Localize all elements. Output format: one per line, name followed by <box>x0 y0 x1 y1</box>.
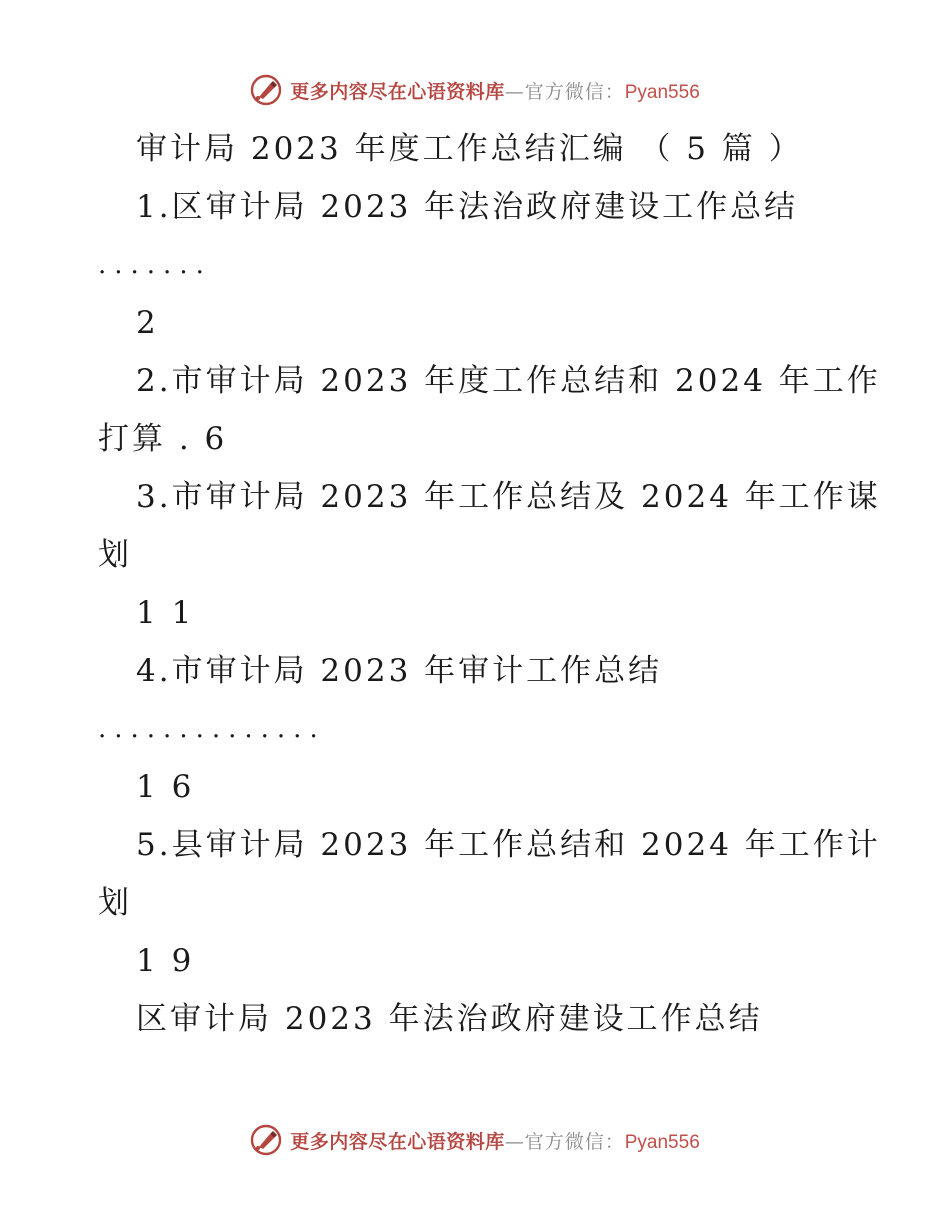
toc-entry-2-title: 2.市审计局 2023 年度工作总结和 2024 年工作 <box>136 363 881 399</box>
toc-entry-1-title: 1.区审计局 2023 年法治政府建设工作总结 <box>136 189 799 225</box>
banner-text <box>290 77 700 104</box>
banner-wechat-id: Pyan556 <box>624 1131 700 1153</box>
toc-entry-3-page: 1 1 <box>136 595 195 631</box>
toc-entry-4-title: 4.市审计局 2023 年审计工作总结 <box>136 653 663 689</box>
banner-separator-text: —官方微信： <box>504 80 625 103</box>
footer-banner <box>0 1120 950 1160</box>
toc-entry-5-continuation: 划 <box>98 885 132 921</box>
fountain-pen-logo-icon <box>250 1124 282 1156</box>
banner-text <box>290 1127 700 1154</box>
toc-entry-1-page: 2 <box>136 305 159 341</box>
toc-entry-1-leader: ....... <box>98 250 212 280</box>
toc-entry-5-title: 5.县审计局 2023 年工作总结和 2024 年工作计 <box>136 827 881 863</box>
document-body <box>98 120 881 1048</box>
toc-entry-3-title: 3.市审计局 2023 年工作总结及 2024 年工作谋 <box>136 479 881 515</box>
toc-entry-4-page: 1 6 <box>136 769 195 805</box>
header-banner <box>0 70 950 110</box>
banner-main-text: 更多内容尽在心语资料库 <box>290 80 505 103</box>
banner-main-text: 更多内容尽在心语资料库 <box>290 1130 505 1153</box>
section-heading: 区审计局 2023 年法治政府建设工作总结 <box>136 1001 763 1037</box>
fountain-pen-logo-icon <box>250 74 282 106</box>
toc-entry-4-leader: .............. <box>98 714 326 744</box>
document-title: 审计局 2023 年度工作总结汇编 （ 5 篇 ） <box>136 131 803 167</box>
toc-entry-5-page: 1 9 <box>136 943 195 979</box>
banner-separator-text: —官方微信： <box>504 1130 625 1153</box>
toc-entry-2-continuation: 打算 . 6 <box>98 421 228 457</box>
toc-entry-3-continuation: 划 <box>98 537 132 573</box>
banner-wechat-id: Pyan556 <box>624 81 700 103</box>
